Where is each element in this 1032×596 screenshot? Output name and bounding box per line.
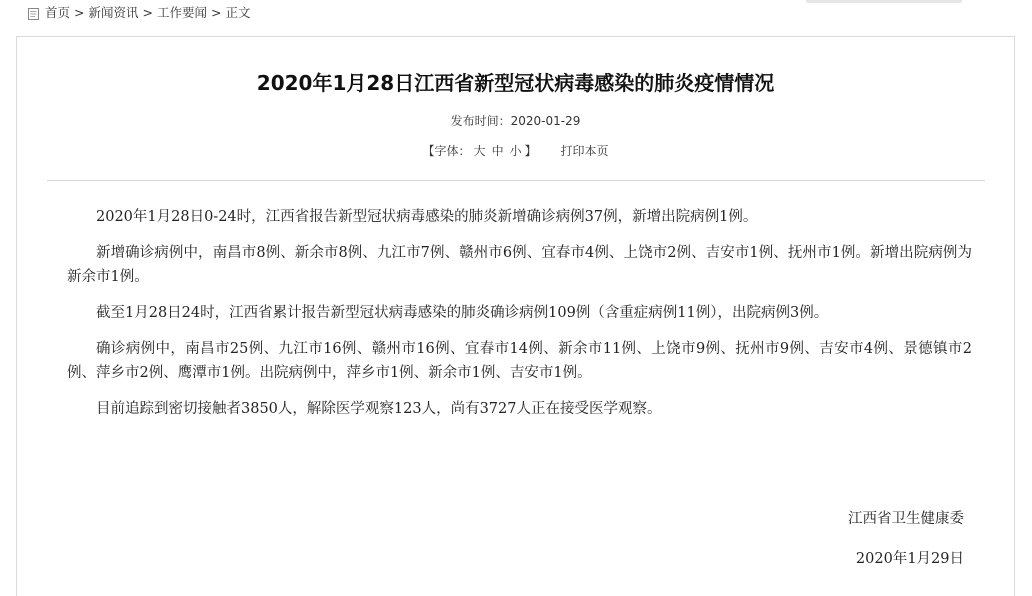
font-size-label: 【字体： bbox=[422, 144, 471, 158]
breadcrumb-work-news[interactable]: 工作要闻 bbox=[157, 5, 208, 20]
print-page-link[interactable]: 打印本页 bbox=[560, 144, 609, 158]
signature-org: 江西省卫生健康委 bbox=[848, 511, 964, 527]
paragraph: 确诊病例中，南昌市25例、九江市16例、赣州市16例、宜春市14例、新余市11例、上饶市9例、抚州市9例、吉安市4例、景德镇市2例、萍乡市2例、鹰潭市1例。出院病例中，萍乡市1例、新余市1例、吉安市1例。 bbox=[67, 341, 972, 381]
breadcrumb-news[interactable]: 新闻资讯 bbox=[88, 5, 139, 20]
article-panel bbox=[16, 36, 1015, 596]
paragraph: 新增确诊病例中，南昌市8例、新余市8例、九江市7例、赣州市6例、宜春市4例、上饶市2例、吉安市1例、抚州市1例。新增出院病例为新余市1例。 bbox=[67, 245, 972, 285]
breadcrumb bbox=[28, 4, 251, 22]
title-divider bbox=[47, 180, 985, 181]
signature-block bbox=[848, 507, 964, 571]
article-tools bbox=[17, 142, 1014, 159]
paragraph: 截至1月28日24时，江西省累计报告新型冠状病毒感染的肺炎确诊病例109例（含重症病例11例），出院病例3例。 bbox=[96, 305, 829, 321]
breadcrumb-current: 正文 bbox=[225, 5, 251, 20]
paragraph: 2020年1月28日0-24时，江西省报告新型冠状病毒感染的肺炎新增确诊病例37例，新增出院病例1例。 bbox=[96, 209, 758, 225]
paragraph: 目前追踪到密切接触者3850人，解除医学观察123人，尚有3727人正在接受医学观察。 bbox=[96, 401, 662, 417]
publish-label: 发布时间： bbox=[450, 114, 511, 128]
font-size-large[interactable]: 大 bbox=[473, 144, 486, 158]
article-body bbox=[67, 205, 972, 433]
breadcrumb-home[interactable]: 首页 bbox=[45, 5, 71, 20]
breadcrumb-separator: > bbox=[142, 5, 153, 20]
publish-date: 2020-01-29 bbox=[510, 114, 581, 128]
home-icon[interactable] bbox=[28, 7, 39, 19]
font-size-small[interactable]: 小 bbox=[509, 144, 522, 158]
article-title: 2020年1月28日江西省新型冠状病毒感染的肺炎疫情情况 bbox=[256, 71, 775, 95]
breadcrumb-separator: > bbox=[74, 5, 85, 20]
font-size-medium[interactable]: 中 bbox=[491, 144, 504, 158]
signature-date: 2020年1月29日 bbox=[855, 551, 964, 567]
font-size-bracket-close: 】 bbox=[524, 144, 537, 158]
top-bar-stub bbox=[806, 0, 962, 3]
publish-info bbox=[17, 112, 1014, 129]
breadcrumb-separator: > bbox=[211, 5, 222, 20]
